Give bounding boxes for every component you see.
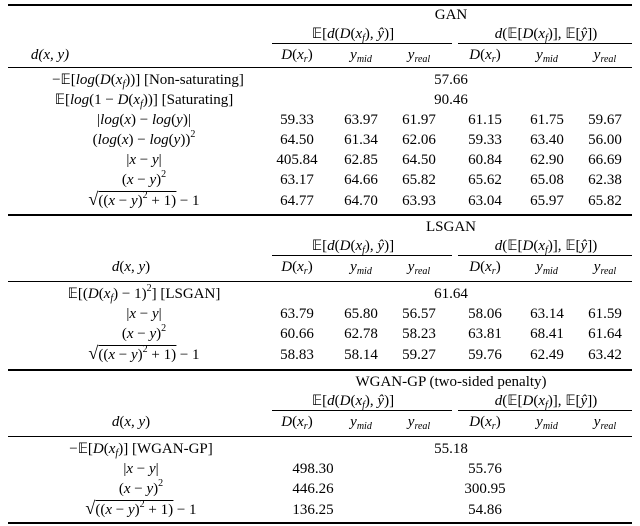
row-label: $(x - y)^2$ xyxy=(118,478,164,497)
row-label: $(x - y)^2$ xyxy=(121,169,167,188)
group2-cline xyxy=(458,255,632,256)
cell: 68.41 xyxy=(530,326,564,342)
cell: 63.93 xyxy=(402,193,436,209)
col-y-real-2: $y_{real}$ xyxy=(593,259,617,277)
cell: 56.57 xyxy=(402,306,436,322)
col-d-xr-1: $D(x_r)$ xyxy=(281,259,313,277)
cell: 58.14 xyxy=(344,347,378,363)
col-y-real-2: $y_{real}$ xyxy=(593,414,617,432)
col-d-xr-2: $D(x_r)$ xyxy=(469,47,501,65)
cell: 64.70 xyxy=(344,193,378,209)
cell: 64.50 xyxy=(280,132,314,148)
top-rule xyxy=(8,4,632,6)
cell: 62.85 xyxy=(344,152,378,168)
cell: 60.66 xyxy=(280,326,314,342)
col-y-real-2: $y_{real}$ xyxy=(593,47,617,65)
group2-cline xyxy=(458,43,632,44)
col-y-real-1: $y_{real}$ xyxy=(407,414,431,432)
cell: 136.25 xyxy=(292,502,334,518)
cell: 66.69 xyxy=(588,152,622,168)
cell: 63.14 xyxy=(530,306,564,322)
cell: 65.82 xyxy=(588,193,622,209)
col-y-mid-2: $y_{mid}$ xyxy=(536,47,558,65)
col-d-xr-2: $D(x_r)$ xyxy=(469,414,501,432)
group1-header: $𝔼[d(D(x_f)$, ŷ)] xyxy=(311,393,395,411)
cell: 61.97 xyxy=(402,112,436,128)
cell: 63.97 xyxy=(344,112,378,128)
cell: 63.04 xyxy=(468,193,502,209)
cell: 62.38 xyxy=(588,172,622,188)
group2-cline xyxy=(458,410,632,411)
col-y-mid-2: $y_{mid}$ xyxy=(536,414,558,432)
cell: 498.30 xyxy=(292,461,334,477)
row-label: $-𝔼[\log(D(x_f))]$ [Non-saturating] xyxy=(52,72,244,90)
col-d-xr-1: $D(x_r)$ xyxy=(281,47,313,65)
row-label: $√((x - y)^2 + 1) - 1$ xyxy=(85,498,197,518)
bottom-rule xyxy=(8,522,632,524)
section-title-wgan-gp: WGAN-GP (two-sided penalty) xyxy=(355,374,547,390)
group2-header: $d(𝔼[D(x_f)]$, 𝔼[ŷ]) xyxy=(494,26,598,44)
row-label: |x − y| xyxy=(126,306,162,322)
cell: 55.76 xyxy=(468,461,502,477)
col-y-mid-1: $y_{mid}$ xyxy=(350,414,372,432)
cell: 61.59 xyxy=(588,306,622,322)
row-label: |x − y| xyxy=(123,461,159,477)
cell: 65.08 xyxy=(530,172,564,188)
cell: 63.40 xyxy=(530,132,564,148)
cell: 63.81 xyxy=(468,326,502,342)
col-y-mid-1: $y_{mid}$ xyxy=(350,259,372,277)
group2-header: $d(𝔼[D(x_f)]$, 𝔼[ŷ]) xyxy=(494,238,598,256)
row-label: 𝔼[log(1 − $D(x_f)$)] [Saturating] xyxy=(54,92,234,110)
cell: 405.84 xyxy=(276,152,318,168)
group1-header: $𝔼[d(D(x_f)$, ŷ)] xyxy=(311,238,395,256)
col-d-xr-2: $D(x_r)$ xyxy=(469,259,501,277)
cell: 60.84 xyxy=(468,152,502,168)
cell: 65.80 xyxy=(344,306,378,322)
row-header: d(x, y) xyxy=(111,414,151,430)
cell: 65.62 xyxy=(468,172,502,188)
cell: 58.23 xyxy=(402,326,436,342)
cell: 61.75 xyxy=(530,112,564,128)
cell: 64.66 xyxy=(344,172,378,188)
cell: 63.79 xyxy=(280,306,314,322)
cell: 300.95 xyxy=(464,481,506,497)
cell: 61.64 xyxy=(588,326,622,342)
cell: 62.49 xyxy=(530,347,564,363)
row-label: $(x - y)^2$ xyxy=(121,323,167,342)
cell: 62.90 xyxy=(530,152,564,168)
row-label: |x − y| xyxy=(126,152,162,168)
group1-cline xyxy=(272,43,452,44)
span-value: 55.18 xyxy=(434,441,468,457)
col-y-real-1: $y_{real}$ xyxy=(407,259,431,277)
section-title-gan: GAN xyxy=(434,7,468,23)
span-value: 90.46 xyxy=(434,92,468,108)
cell: 65.97 xyxy=(530,193,564,209)
cell: 56.00 xyxy=(588,132,622,148)
section-rule xyxy=(8,369,632,371)
cell: 58.06 xyxy=(468,306,502,322)
row-header: d(x, y) xyxy=(30,47,70,63)
cell: 59.76 xyxy=(468,347,502,363)
col-y-real-1: $y_{real}$ xyxy=(407,47,431,65)
group1-cline xyxy=(272,255,452,256)
cell: 59.27 xyxy=(402,347,436,363)
cell: 61.15 xyxy=(468,112,502,128)
cell: 65.82 xyxy=(402,172,436,188)
row-label: $(\log(x) - \log(y))^2$ xyxy=(92,129,196,148)
row-label: |log(x) − log(y)| xyxy=(97,112,191,128)
group2-header: $d(𝔼[D(x_f)]$, 𝔼[ŷ]) xyxy=(494,393,598,411)
group1-header: $𝔼[d(D(x_f)$, ŷ)] xyxy=(311,26,395,44)
row-label: $-𝔼[D(x_f)]$ [WGAN-GP] xyxy=(69,441,213,459)
cell: 63.17 xyxy=(280,172,314,188)
cell: 62.06 xyxy=(402,132,436,148)
cell: 59.67 xyxy=(588,112,622,128)
cell: 61.34 xyxy=(344,132,378,148)
header-rule xyxy=(8,67,632,68)
cell: 58.83 xyxy=(280,347,314,363)
section-title-lsgan: LSGAN xyxy=(425,219,477,235)
cell: 64.77 xyxy=(280,193,314,209)
header-rule xyxy=(8,436,632,437)
section-rule xyxy=(8,214,632,216)
cell: 446.26 xyxy=(292,481,334,497)
cell: 54.86 xyxy=(468,502,502,518)
row-header: d(x, y) xyxy=(111,259,151,275)
span-value: 61.64 xyxy=(434,286,468,302)
col-y-mid-1: $y_{mid}$ xyxy=(350,47,372,65)
cell: 64.50 xyxy=(402,152,436,168)
row-label: $√((x - y)^2 + 1) - 1$ xyxy=(88,343,200,363)
col-y-mid-2: $y_{mid}$ xyxy=(536,259,558,277)
cell: 59.33 xyxy=(280,112,314,128)
group1-cline xyxy=(272,410,452,411)
cell: 63.42 xyxy=(588,347,622,363)
header-rule xyxy=(8,281,632,282)
row-label: $√((x - y)^2 + 1) - 1$ xyxy=(88,189,200,209)
span-value: 57.66 xyxy=(434,72,468,88)
cell: 59.33 xyxy=(468,132,502,148)
cell: 62.78 xyxy=(344,326,378,342)
row-label: $𝔼[(D(x_f) - 1)^2]$ [LSGAN] xyxy=(67,283,221,304)
col-d-xr-1: $D(x_r)$ xyxy=(281,414,313,432)
